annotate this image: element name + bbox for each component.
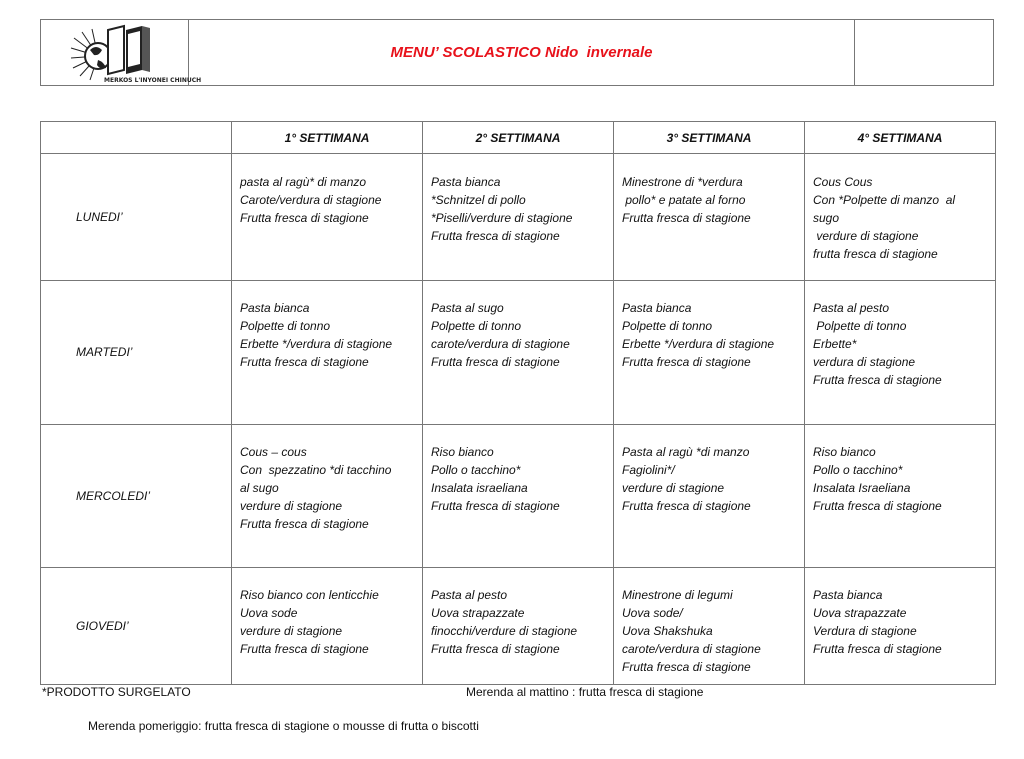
dish-item: Polpette di tonno [431,318,522,333]
menu-cell [423,568,614,685]
menu-cell [805,154,996,281]
dish-item: Uova strapazzate [813,606,907,621]
menu-cell [805,568,996,685]
dish-item: Erbette */verdura di stagione [622,336,775,351]
dish-item: verdure di stagione [622,480,725,495]
day-label: MERCOLEDI’ [41,424,232,568]
dish-item: Frutta fresca di stagione [431,229,560,244]
school-logo-icon [68,24,202,84]
day-label: GIOVEDI’ [41,568,232,685]
dish-item: Pasta al ragù *di manzo [622,444,750,459]
dish-item: Uova sode/ [622,606,683,621]
dish-item: Frutta fresca di stagione [813,642,942,657]
day-label: MARTEDI’ [41,280,232,424]
dish-item: *Piselli/verdure di stagione [431,211,573,226]
dish-item: Pasta al pesto [431,588,508,603]
dish-item: verdure di stagione [240,498,343,513]
frozen-product-note: *PRODOTTO SURGELATO [42,685,191,699]
dish-item: Insalata Israeliana [813,480,911,495]
dish-item: finocchi/verdure di stagione [431,624,578,639]
dish-item: verdure di stagione [813,229,919,244]
table-row [41,568,996,685]
dish-item: Carote/verdura di stagione [240,193,382,208]
column-header: 1° SETTIMANA [232,122,423,154]
dish-item: Erbette* [813,336,857,351]
dish-item: frutta fresca di stagione [813,247,938,262]
dish-item: Frutta fresca di stagione [240,211,369,226]
table-row [41,154,996,281]
dish-item: Con spezzatino *di tacchino [240,462,392,477]
table-header-row [41,122,996,154]
dish-item: Verdura di stagione [813,624,917,639]
dish-item: Cous – cous [240,444,307,459]
dish-item: Frutta fresca di stagione [622,211,751,226]
dish-item: Pasta bianca [240,300,310,315]
dish-item: sugo [813,211,840,226]
dish-item: pollo* e patate al forno [622,193,746,208]
dish-item: Frutta fresca di stagione [431,498,560,513]
table-row [41,280,996,424]
title-cell [189,20,855,85]
menu-cell [614,280,805,424]
dish-item: al sugo [240,480,279,495]
dish-item: Frutta fresca di stagione [622,660,751,675]
dish-item: Riso bianco [813,444,876,459]
dish-item: Frutta fresca di stagione [622,354,751,369]
menu-cell [232,424,423,568]
dish-item: Frutta fresca di stagione [431,642,560,657]
dish-item: Riso bianco con lenticchie [240,588,379,603]
dish-item: Riso bianco [431,444,494,459]
menu-cell [232,568,423,685]
dish-item: Minestrone di *verdura [622,175,743,190]
dish-item: *Schnitzel di pollo [431,193,526,208]
menu-cell [232,280,423,424]
afternoon-snack-note: Merenda pomeriggio: frutta fresca di stagione o mousse di frutta o biscotti [88,719,479,733]
dish-item: Frutta fresca di stagione [622,498,751,513]
dish-item: Polpette di tonno [240,318,331,333]
logo-cell [41,20,202,85]
document-header [40,19,994,86]
column-header: 2° SETTIMANA [423,122,614,154]
dish-item: Frutta fresca di stagione [431,354,560,369]
dish-item: Pasta al sugo [431,300,504,315]
menu-cell [423,154,614,281]
dish-item: Uova sode [240,606,298,621]
dish-item: Pasta bianca [813,588,883,603]
dish-item: Pasta al pesto [813,300,890,315]
dish-item: carote/verdura di stagione [622,642,761,657]
dish-item: Uova Shakshuka [622,624,713,639]
dish-item: Polpette di tonno [622,318,713,333]
corner-cell [41,122,232,154]
dish-item: carote/verdura di stagione [431,336,570,351]
dish-item: Minestrone di legumi [622,588,733,603]
dish-item: verdure di stagione [240,624,343,639]
day-label: LUNEDI’ [41,154,232,281]
page-title: MENU’ SCOLASTICO Nido invernale [390,44,653,61]
logo-text: MERKOS L'INYONEI CHINUCH [104,77,202,84]
menu-table [40,121,996,685]
column-header: 4° SETTIMANA [805,122,996,154]
dish-item: Insalata israeliana [431,480,528,495]
dish-item: Con *Polpette di manzo al [813,193,956,208]
menu-cell [614,424,805,568]
dish-item: Frutta fresca di stagione [240,642,369,657]
menu-cell [423,424,614,568]
dish-item: Pasta bianca [431,175,501,190]
dish-item: Cous Cous [813,175,873,190]
dish-item: pasta al ragù* di manzo [240,175,367,190]
dish-item: Frutta fresca di stagione [240,354,369,369]
dish-item: verdura di stagione [813,354,916,369]
dish-item: Fagiolini*/ [622,462,675,477]
dish-item: Uova strapazzate [431,606,525,621]
empty-header-cell [855,20,993,85]
dish-item: Frutta fresca di stagione [813,498,942,513]
table-row [41,424,996,568]
dish-item: Polpette di tonno [813,318,907,333]
dish-item: Pasta bianca [622,300,692,315]
menu-cell [423,280,614,424]
dish-item: Pollo o tacchino* [431,462,521,477]
dish-item: Frutta fresca di stagione [240,516,369,531]
menu-cell [614,154,805,281]
menu-cell [805,424,996,568]
morning-snack-note: Merenda al mattino : frutta fresca di stagione [466,685,704,699]
menu-cell [232,154,423,281]
column-header: 3° SETTIMANA [614,122,805,154]
dish-item: Pollo o tacchino* [813,462,903,477]
menu-cell [805,280,996,424]
menu-cell [614,568,805,685]
dish-item: Erbette */verdura di stagione [240,336,393,351]
dish-item: Frutta fresca di stagione [813,372,942,387]
